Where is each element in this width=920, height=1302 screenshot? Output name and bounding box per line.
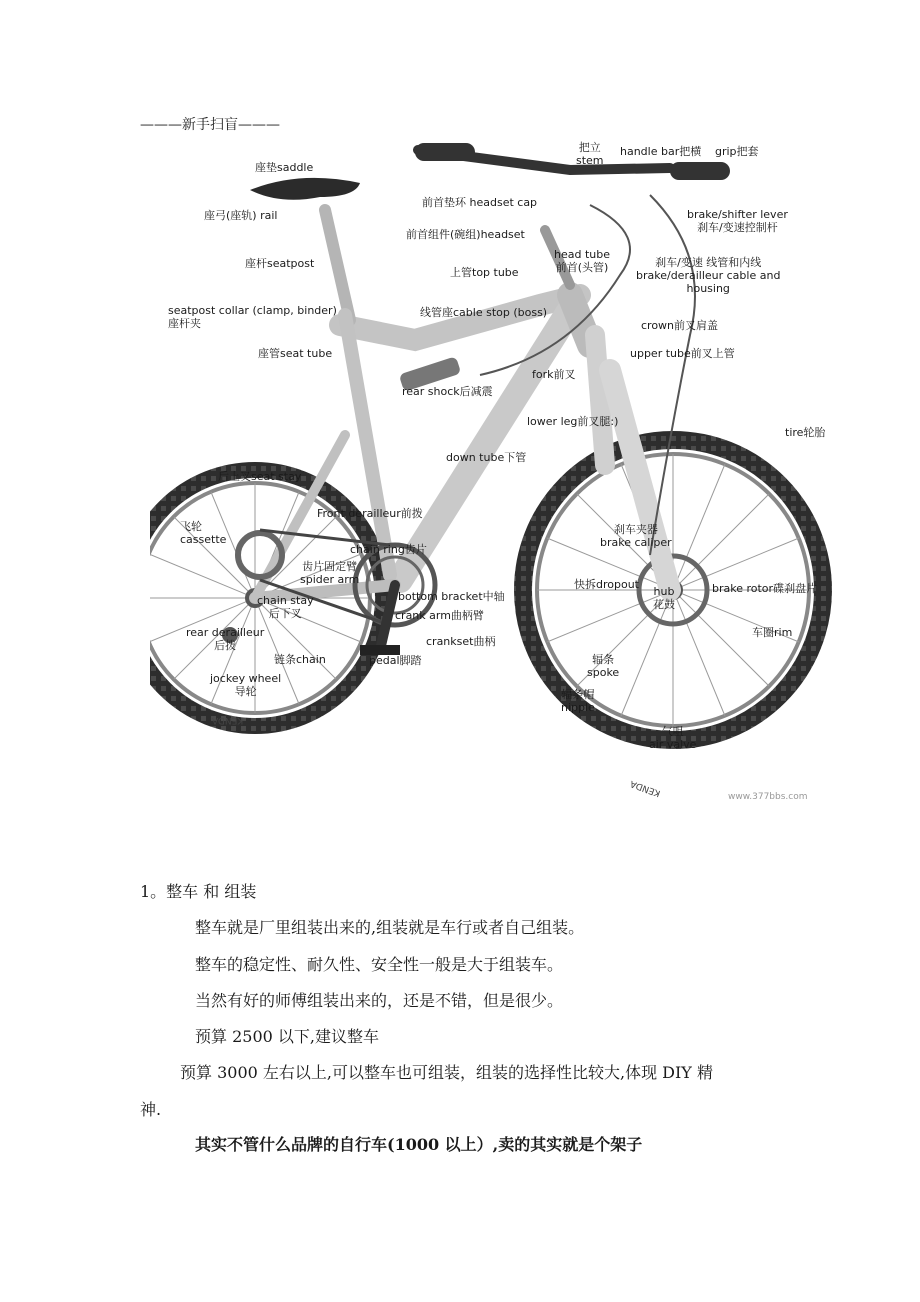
paragraph: 整车的稳定性、耐久性、安全性一般是大于组装车。 (195, 955, 564, 974)
paragraph: 神. (140, 1100, 162, 1119)
label-crankset: crankset曲柄 (426, 635, 496, 648)
label-top-tube: 上管top tube (450, 266, 519, 279)
label-grip: grip把套 (715, 145, 759, 158)
label-brake-shifter-lever: brake/shifter lever 刹车/变速控制杆 (687, 208, 788, 234)
label-dropout: 快拆dropout (574, 578, 639, 591)
label-cassette: 飞轮 cassette (180, 520, 227, 546)
label-rear-shock: rear shock后减震 (402, 385, 493, 398)
paragraph: 预算 3000 左右以上,可以整车也可组装，组装的选择性比较大,体现 DIY 精 (180, 1063, 713, 1082)
paragraph: 预算 2500 以下,建议整车 (195, 1027, 379, 1046)
label-seatpost-collar: seatpost collar (clamp, binder) 座杆夹 (168, 304, 337, 330)
image-watermark: www.377bbs.com (728, 792, 808, 802)
label-spider-arm: 齿片固定臂 spider arm (300, 560, 360, 586)
label-saddle: 座垫saddle (255, 161, 314, 174)
label-rim: 车圈rim (752, 626, 793, 639)
bicycle-parts-diagram (150, 135, 840, 815)
paragraph: 当然有好的师傅组装出来的，还是不错，但是很少。 (195, 991, 564, 1010)
label-air-valve: 气咀 air valve (649, 725, 697, 751)
label-nipple: 辐条帽 nipple (561, 688, 595, 714)
label-handle-bar: handle bar把横 (620, 145, 702, 158)
grip (670, 162, 730, 180)
label-headset-cap: 前首垫环 headset cap (422, 196, 538, 209)
label-chain: 链条chain (274, 653, 326, 666)
label-headset: 前首组件(碗组)headset (406, 228, 525, 241)
section-title: 1。整车 和 组装 (140, 882, 257, 901)
saddle (250, 178, 360, 200)
label-fork: fork前叉 (532, 368, 576, 381)
label-crank-arm: crank arm曲柄臂 (395, 609, 484, 622)
label-brake-caliper: 刹车夹器 brake caliper (600, 523, 672, 549)
label-brake-cable: 刹车/变速 线管和内线 brake/derailleur cable and housing (636, 256, 781, 295)
label-bottom-bracket: bottom bracket中轴 (398, 590, 505, 603)
tire-brand-front: KENDA (629, 777, 662, 799)
label-hub: hub 花鼓 (653, 585, 675, 611)
label-stem: 把立 stem (576, 141, 604, 167)
label-down-tube: down tube下管 (446, 451, 527, 464)
label-jockey-wheel: jockey wheel 导轮 (210, 672, 282, 698)
label-spoke: 辐条 spoke (587, 653, 620, 679)
label-rail: 座弓(座轨) rail (204, 209, 278, 222)
label-rear-derailleur: rear derailleur 后拨 (186, 626, 265, 652)
label-pedal: pedal脚踏 (369, 654, 422, 667)
label-brake-rotor: brake rotor碟刹盘片 (712, 582, 818, 595)
label-cable-stop: 线管座cable stop (boss) (420, 306, 548, 319)
label-crown: crown前叉肩盖 (641, 319, 719, 332)
paragraph: 整车就是厂里组装出来的,组装就是车行或者自己组装。 (195, 918, 585, 937)
tire-brand-rear: KENDA (212, 715, 244, 725)
emphasis-paragraph: 其实不管什么品牌的自行车(1000 以上）,卖的其实就是个架子 (195, 1135, 643, 1154)
label-front-derailleur: Front derailleur前拨 (317, 507, 423, 520)
label-head-tube: head tube 前首(头管) (554, 248, 610, 274)
label-lower-leg: lower leg前叉腿:) (527, 415, 619, 428)
label-chain-stay: chain stay 后下叉 (257, 594, 314, 620)
label-upper-tube: upper tube前叉上管 (630, 347, 735, 360)
label-seat-stay: 后上叉seat stay (218, 470, 302, 483)
label-tire: tire轮胎 (785, 426, 826, 439)
label-chain-ring: chain ring齿片 (350, 543, 427, 556)
label-seatpost: 座杆seatpost (245, 257, 315, 270)
page-heading: ———新手扫盲——— (140, 117, 280, 133)
grip (415, 143, 475, 161)
label-seat-tube: 座管seat tube (258, 347, 333, 360)
